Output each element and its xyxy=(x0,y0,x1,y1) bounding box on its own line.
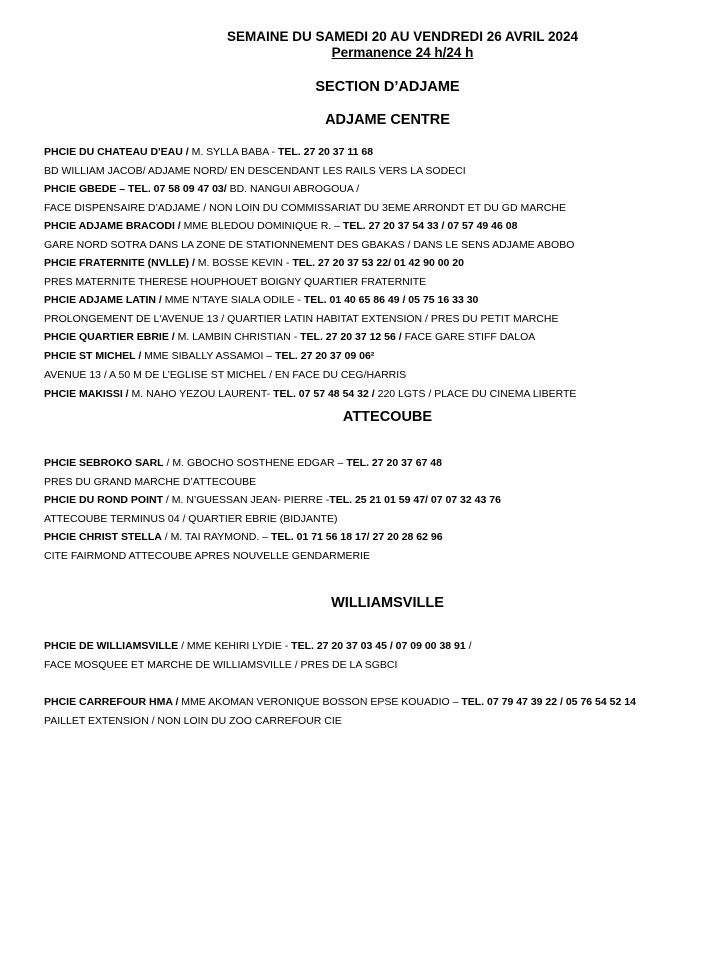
pharmacy-extra: FACE GARE STIFF DALOA xyxy=(401,331,536,343)
pharmacy-phone: TEL. 25 21 01 59 47/ 07 07 32 43 76 xyxy=(329,494,501,506)
pharmacy-owner: MME SIBALLY ASSAMOI – xyxy=(141,350,276,362)
pharmacy-owner: MME AKOMAN VERONIQUE BOSSON EPSE KOUADIO – xyxy=(178,696,462,708)
pharmacy-line xyxy=(44,331,535,343)
pharmacy-name: PHCIE DU ROND POINT xyxy=(44,494,164,506)
pharmacy-line xyxy=(44,640,472,652)
pharmacy-owner: M. LAMBIN CHRISTIAN - xyxy=(174,331,301,343)
pharmacy-extra: 220 LGTS / PLACE DU CINEMA LIBERTE xyxy=(374,388,577,400)
pharmacy-owner: MME N’TAYE SIALA ODILE - xyxy=(161,294,304,306)
section-adjame-heading: SECTION D’ADJAME xyxy=(315,79,460,95)
pharmacy-line xyxy=(44,457,442,469)
pharmacy-line xyxy=(44,350,374,362)
pharmacy-owner: M. SYLLA BABA - xyxy=(188,146,278,158)
pharmacy-extra: / xyxy=(465,640,472,652)
pharmacy-phone: TEL. 27 20 37 12 56 / xyxy=(300,331,402,343)
pharmacy-name: PHCIE DE WILLIAMSVILLE xyxy=(44,640,179,652)
pharmacy-owner: / M. TAI RAYMOND. – xyxy=(161,531,271,543)
pharmacy-phone: TEL. 01 71 56 18 17/ 27 20 28 62 96 xyxy=(270,531,443,543)
pharmacy-name: PHCIE ST MICHEL / xyxy=(44,350,142,362)
pharmacy-address: ATTECOUBE TERMINUS 04 / QUARTIER EBRIE (BIDJANTE) xyxy=(44,513,338,525)
pharmacy-address: FACE MOSQUEE ET MARCHE DE WILLIAMSVILLE / PRES DE LA SGBCI xyxy=(44,659,398,671)
pharmacy-name: PHCIE MAKISSI / xyxy=(44,388,129,400)
pharmacy-line xyxy=(44,146,373,158)
pharmacy-phone: TEL. 27 20 37 67 48 xyxy=(346,457,442,469)
pharmacy-name: PHCIE GBEDE – TEL. 07 58 09 47 03/ xyxy=(44,183,227,195)
pharmacy-line xyxy=(44,183,359,195)
pharmacy-address: AVENUE 13 / A 50 M DE L’EGLISE ST MICHEL / EN FACE DU CEG/HARRIS xyxy=(44,369,407,381)
pharmacy-owner: MME BLEDOU DOMINIQUE R. – xyxy=(180,220,343,232)
pharmacy-address: PRES DU GRAND MARCHE D’ATTECOUBE xyxy=(44,476,257,488)
pharmacy-address: PAILLET EXTENSION / NON LOIN DU ZOO CARREFOUR CIE xyxy=(44,715,342,727)
pharmacy-line xyxy=(44,696,636,708)
section-adjame-centre-heading: ADJAME CENTRE xyxy=(325,112,450,128)
pharmacy-phone: TEL. 01 40 65 86 49 / 05 75 16 33 30 xyxy=(303,294,479,306)
pharmacy-address: CITE FAIRMOND ATTECOUBE APRES NOUVELLE GENDARMERIE xyxy=(44,550,370,562)
pharmacy-line xyxy=(44,294,478,306)
pharmacy-name: PHCIE QUARTIER EBRIE / xyxy=(44,331,175,343)
pharmacy-owner: M. NAHO YEZOU LAURENT- xyxy=(128,388,274,400)
pharmacy-name: PHCIE FRATERNITE (NVLLE) / xyxy=(44,257,195,269)
section-williamsville-heading: WILLIAMSVILLE xyxy=(331,595,444,611)
pharmacy-phone: TEL. 27 20 37 11 68 xyxy=(277,146,374,158)
pharmacy-phone: TEL. 27 20 37 54 33 / 07 57 49 46 08 xyxy=(342,220,518,232)
pharmacy-name: PHCIE CARREFOUR HMA / xyxy=(44,696,179,708)
pharmacy-name: PHCIE ADJAME LATIN / xyxy=(44,294,162,306)
pharmacy-owner: / MME KEHIRI LYDIE - xyxy=(178,640,292,652)
pharmacy-line xyxy=(44,531,443,543)
pharmacy-phone: TEL. 27 20 37 53 22/ 01 42 90 00 20 xyxy=(292,257,464,269)
pharmacy-phone: TEL. 27 20 37 03 45 / 07 09 00 38 91 xyxy=(291,640,466,652)
pharmacy-name: PHCIE CHRIST STELLA xyxy=(44,531,162,543)
week-title: SEMAINE DU SAMEDI 20 AU VENDREDI 26 AVRIL 2024 xyxy=(226,29,579,44)
pharmacy-address: PRES MATERNITE THERESE HOUPHOUET BOIGNY QUARTIER FRATERNITE xyxy=(44,276,427,288)
pharmacy-phone: TEL. 07 79 47 39 22 / 05 76 54 52 14 xyxy=(461,696,636,708)
pharmacy-owner: / M. GBOCHO SOSTHENE EDGAR – xyxy=(163,457,347,469)
pharmacy-line xyxy=(44,220,517,232)
pharmacy-name: PHCIE SEBROKO SARL xyxy=(44,457,164,469)
pharmacy-name: PHCIE DU CHATEAU D'EAU / xyxy=(44,146,189,158)
pharmacy-address: BD WILLIAM JACOB/ ADJAME NORD/ EN DESCENDANT LES RAILS VERS LA SODECI xyxy=(44,165,466,177)
pharmacy-phone: TEL. 07 57 48 54 32 / xyxy=(273,388,375,400)
pharmacy-line xyxy=(44,257,464,269)
pharmacy-name: PHCIE ADJAME BRACODI / xyxy=(44,220,181,232)
pharmacy-owner: M. BOSSE KEVIN - xyxy=(194,257,293,269)
pharmacy-address: PROLONGEMENT DE L'AVENUE 13 / QUARTIER LATIN HABITAT EXTENSION / PRES DU PETIT MARCHE xyxy=(44,313,559,325)
permanence-subtitle: Permanence 24 h/24 h xyxy=(331,45,474,60)
pharmacy-phone: TEL. 27 20 37 09 06² xyxy=(275,350,375,362)
pharmacy-line xyxy=(44,494,501,506)
section-attecoube-heading: ATTECOUBE xyxy=(342,409,433,425)
pharmacy-owner: BD. NANGUI ABROGOUA / xyxy=(226,183,360,195)
pharmacy-address: GARE NORD SOTRA DANS LA ZONE DE STATIONNEMENT DES GBAKAS / DANS LE SENS ADJAME ABOBO xyxy=(44,239,575,251)
pharmacy-line xyxy=(44,388,576,400)
pharmacy-owner: / M. N’GUESSAN JEAN- PIERRE - xyxy=(163,494,330,506)
pharmacy-address: FACE DISPENSAIRE D’ADJAME / NON LOIN DU COMMISSARIAT DU 3EME ARRONDT ET DU GD MARCHE xyxy=(44,202,566,214)
